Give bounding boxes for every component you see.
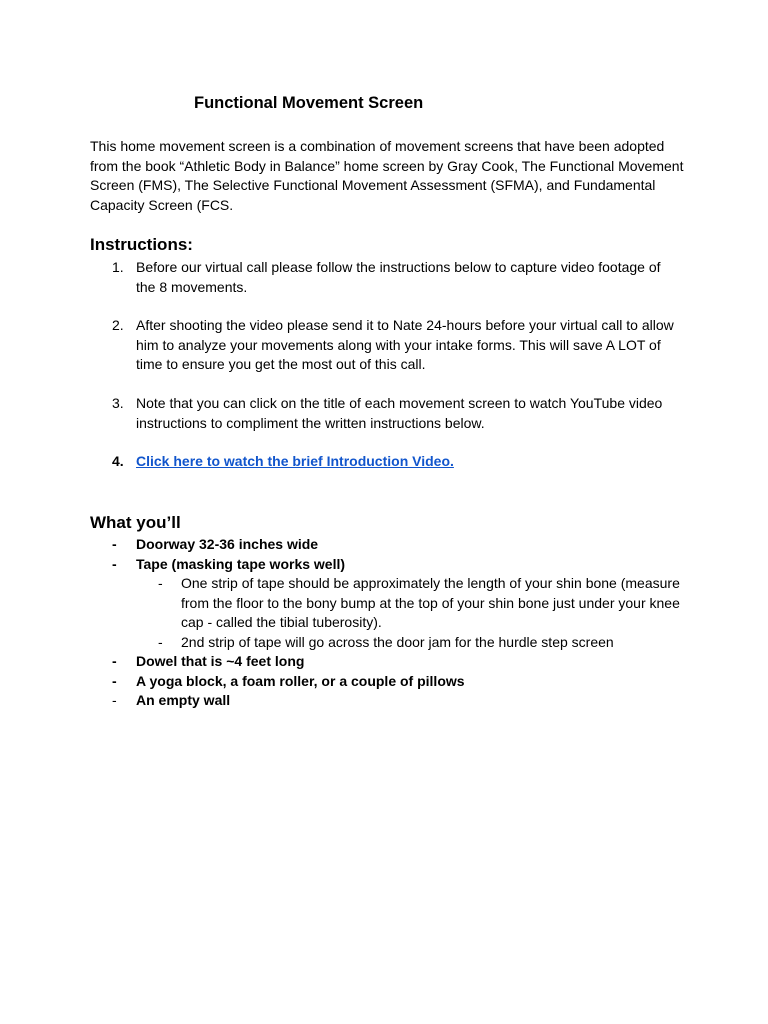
instruction-text: After shooting the video please send it to Nate 24-hours before your virtual call to allow him to analyze your movements along with your intake forms. This will save A LOT of time to ensure you get the most out of this call. — [136, 317, 674, 373]
bullet-dash: - — [112, 555, 117, 572]
equipment-text: Tape (masking tape works well) — [136, 555, 346, 572]
instruction-text: Before our virtual call please follow the instructions below to capture video footage of the 8 movements. — [136, 259, 661, 295]
instruction-number: 3. — [112, 395, 124, 411]
equipment-text: Dowel that is ~4 feet long — [136, 653, 305, 670]
page-title: Functional Movement Screen — [194, 94, 424, 112]
instruction-link-wrapper — [136, 452, 681, 472]
intro-paragraph: This home movement screen is a combination of movement screens that have been adopted from the book “Athletic Body in Balance” home screen by Gray Cook, The Functional Movement Screen (FMS), The Selective Functional Movement Assessment (SFMA), and Fundamental Capacity Screen (FCS. — [90, 138, 684, 213]
what-youll-heading: What you’ll — [90, 513, 181, 532]
equipment-text: A yoga block, a foam roller, or a couple of pillows — [136, 672, 465, 689]
equipment-text: An empty wall — [136, 692, 231, 709]
instruction-number: 4. — [112, 453, 124, 469]
bullet-dash: - — [112, 692, 117, 709]
bullet-dash: - — [158, 633, 163, 650]
instruction-text: Note that you can click on the title of each movement screen to watch YouTube video instructions to compliment the written instructions below. — [136, 395, 663, 431]
instruction-number: 1. — [112, 259, 124, 275]
bullet-dash: - — [112, 672, 117, 689]
intro-video-link[interactable]: Click here to watch the brief Introduction Video. — [136, 453, 454, 469]
instruction-number: 2. — [112, 317, 124, 333]
instructions-heading: Instructions: — [90, 235, 193, 254]
bullet-dash: - — [112, 653, 117, 670]
bullet-dash: - — [158, 575, 163, 592]
equipment-text: Doorway 32-36 inches wide — [136, 536, 319, 552]
bullet-dash: - — [112, 536, 117, 552]
equipment-subtext: One strip of tape should be approximately the length of your shin bone (measure from the floor to the bony bump at the top of your shin bone just under your knee cap - called the tibial tuberosity). — [181, 575, 680, 631]
equipment-subtext: 2nd strip of tape will go across the door jam for the hurdle step screen — [181, 633, 614, 650]
